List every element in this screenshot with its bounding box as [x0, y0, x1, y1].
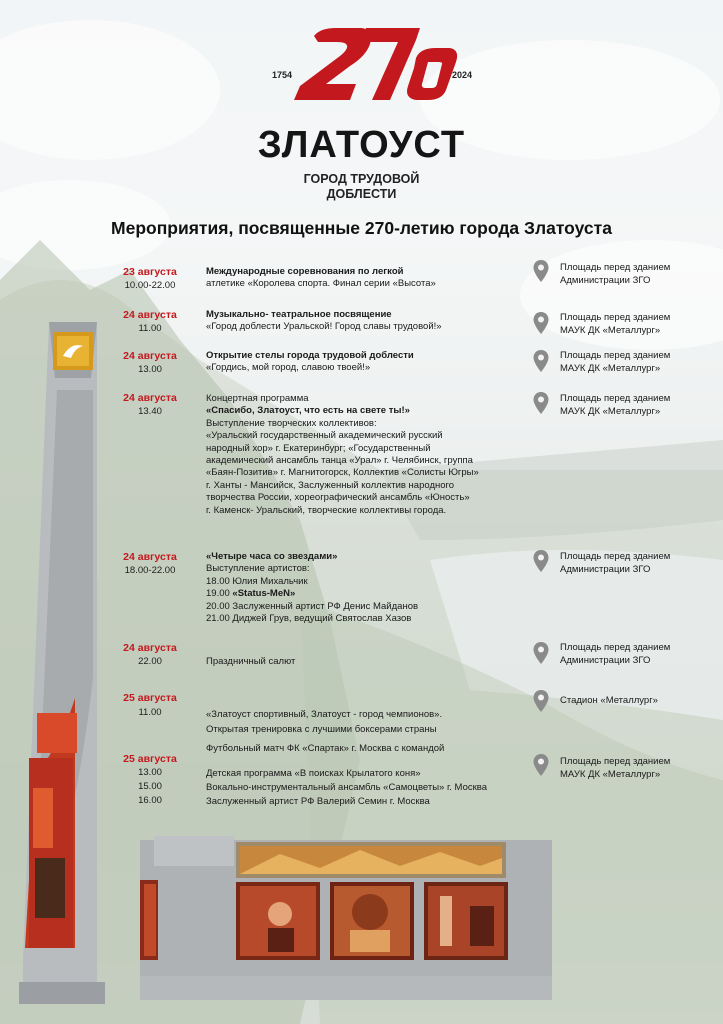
event-time: 15.00	[138, 781, 162, 792]
event-line: «Гордись, мой город, славою твоей!»	[206, 362, 371, 374]
event-place	[560, 551, 720, 576]
location-pin-icon	[533, 550, 549, 572]
event-line: атлетике «Королева спорта. Финал серии «Высота»	[206, 278, 436, 290]
performer-row	[206, 613, 536, 625]
performer-row	[206, 576, 536, 588]
anniversary-270-logo	[270, 22, 460, 117]
event-time: 11.00	[138, 707, 162, 718]
event-pre: Концертная программа	[206, 393, 309, 404]
place-line-1: Площадь перед зданием	[560, 350, 671, 361]
event-time: 18.00-22.00	[124, 565, 176, 576]
place-line-2: Администрации ЗГО	[560, 563, 651, 575]
performer-name: Юлия Михальчик	[232, 575, 308, 587]
city-title: ЗЛАТОУСТ	[257, 124, 466, 166]
place-line-2: Администрации ЗГО	[560, 654, 651, 666]
event-description	[206, 767, 536, 809]
place-line-1: Площадь перед зданием	[560, 756, 671, 767]
event-line: «Златоуст спортивный, Златоуст - город чемпионов».	[206, 709, 443, 720]
event-line: народный хор» г. Екатеринбург; «Государственный	[206, 442, 431, 454]
location-pin-icon	[533, 754, 549, 776]
year-start: 1754	[272, 70, 293, 80]
event-description	[206, 656, 536, 668]
event-time: 13.00	[138, 364, 162, 375]
event-time: 13.00	[138, 767, 162, 778]
location-pin-icon	[533, 260, 549, 282]
performer-time: 18.00	[206, 575, 230, 587]
place-line-2: Администрации ЗГО	[560, 274, 651, 286]
event-date: 23 августа	[123, 266, 177, 278]
event-date: 24 августа	[123, 309, 177, 321]
event-line: Заслуженный артист РФ Валерий Семин г. Москва	[206, 796, 430, 807]
event-description	[206, 393, 536, 517]
event-line: Вокально-инструментальный ансамбль «Самоцветы» г. Москва	[206, 782, 487, 793]
event-date: 25 августа	[123, 753, 177, 765]
event-title: «Четыре часа со звездами»	[206, 551, 338, 562]
performer-time: 21.00	[206, 613, 230, 625]
event-place	[560, 350, 720, 375]
event-title: Музыкально- театральное посвящение	[206, 309, 392, 320]
event-description	[206, 350, 536, 375]
event-time: 13.40	[138, 406, 162, 417]
event-date: 24 августа	[123, 350, 177, 362]
event-line: творчества России, хореографический ансамбль «Юность»	[206, 492, 470, 504]
event-description	[206, 707, 536, 756]
location-pin-icon	[533, 312, 549, 334]
event-line: «Город доблести Уральской! Город славы трудовой!»	[206, 321, 442, 333]
performer-name: «Status-MeN»	[232, 588, 296, 600]
performer-row	[206, 601, 536, 613]
performer-name: Заслуженный артист РФ Денис Майданов	[232, 600, 419, 612]
location-pin-icon	[533, 350, 549, 372]
performer-name: Диджей Грув, ведущий Святослав Хазов	[232, 613, 412, 625]
place-line-2: МАУК ДК «Металлург»	[560, 405, 661, 417]
city-subtitle	[0, 172, 723, 202]
event-date: 24 августа	[123, 551, 177, 563]
place-line-1: Площадь перед зданием	[560, 642, 671, 653]
subtitle-line-2: ДОБЛЕСТИ	[326, 187, 397, 201]
event-line: Детская программа «В поисках Крылатого коня»	[206, 768, 421, 779]
event-line: «Баян-Позитив» г. Магнитогорск, Коллектив «Солисты Югры»	[206, 467, 479, 479]
event-date: 25 августа	[123, 692, 177, 704]
stele-monument	[15, 318, 107, 1008]
place-line-2: МАУК ДК «Металлург»	[560, 362, 661, 374]
event-place	[560, 695, 720, 708]
event-title: Международные соревнования по легкой	[206, 266, 404, 277]
place-line-2: МАУК ДК «Металлург»	[560, 768, 661, 780]
event-place	[560, 393, 720, 418]
event-date: 24 августа	[123, 642, 177, 654]
event-line: г. Каменск- Уральский, творческие коллективы города.	[206, 504, 447, 516]
place-line-2: МАУК ДК «Металлург»	[560, 324, 661, 336]
place-line-1: Стадион «Металлург»	[560, 695, 658, 706]
location-pin-icon	[533, 392, 549, 414]
event-place	[560, 756, 720, 781]
event-title: «Спасибо, Златоуст, что есть на свете ты!»	[206, 405, 410, 417]
location-pin-icon	[533, 642, 549, 664]
event-time: 11.00	[138, 323, 162, 334]
event-title: Праздничный салют	[206, 656, 296, 667]
event-description	[206, 551, 536, 625]
performer-row	[206, 588, 536, 600]
event-line: г. Ханты - Мансийск, Заслуженный коллектив народного	[206, 479, 455, 491]
memorial-pavilion	[140, 836, 552, 1004]
performer-time: 20.00	[206, 600, 230, 612]
event-line: Выступление творческих коллективов:	[206, 417, 377, 429]
place-line-1: Площадь перед зданием	[560, 393, 671, 404]
event-title: Открытие стелы города трудовой доблести	[206, 350, 414, 361]
event-place	[560, 262, 720, 287]
subtitle-line-1: ГОРОД ТРУДОВОЙ	[303, 172, 420, 186]
year-end: 2024	[452, 70, 473, 80]
place-line-1: Площадь перед зданием	[560, 262, 671, 273]
event-time: 10.00-22.00	[124, 280, 176, 291]
place-line-1: Площадь перед зданием	[560, 312, 671, 323]
event-line: Выступление артистов:	[206, 563, 310, 575]
event-description	[206, 309, 536, 334]
event-date: 24 августа	[123, 392, 177, 404]
event-line: «Уральский государственный академический русский	[206, 430, 443, 442]
place-line-1: Площадь перед зданием	[560, 551, 671, 562]
event-line: Открытая тренировка с лучшими боксерами страны	[206, 724, 437, 735]
event-line: академический ансамбль танца «Урал» г. Челябинск, группа	[206, 455, 473, 467]
event-place	[560, 642, 720, 667]
event-line: Футбольный матч ФК «Спартак» г. Москва с командой	[206, 743, 445, 754]
location-pin-icon	[533, 690, 549, 712]
event-description	[206, 266, 536, 291]
page-headline: Мероприятия, посвященные 270-летию города Златоуста	[111, 218, 612, 238]
event-time: 22.00	[138, 656, 162, 667]
event-time: 16.00	[138, 795, 162, 806]
performer-time: 19.00	[206, 588, 230, 600]
event-place	[560, 312, 720, 337]
